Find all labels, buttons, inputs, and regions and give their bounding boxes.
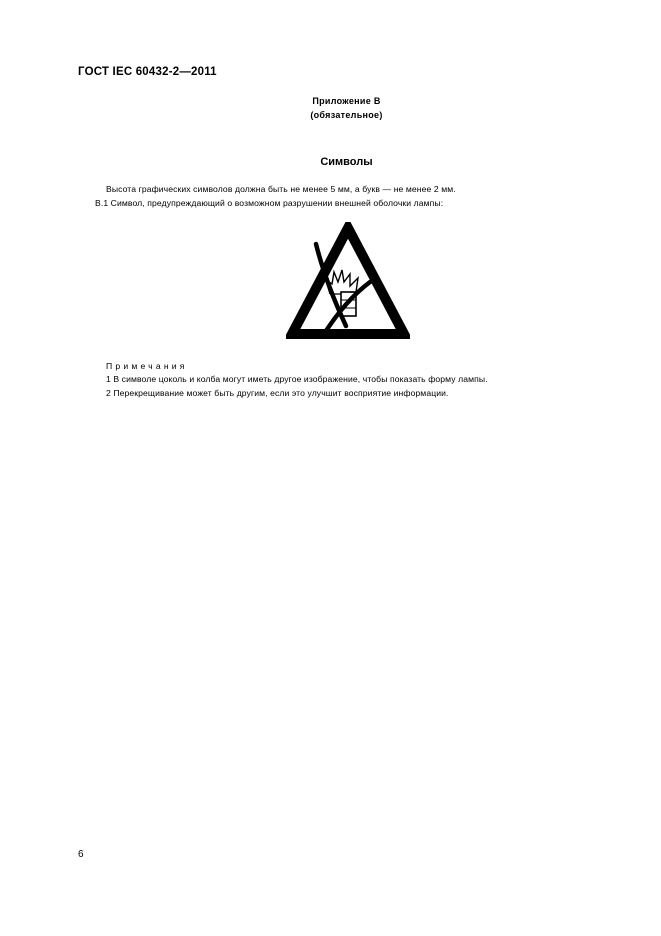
broken-lamp-warning-icon (286, 222, 410, 340)
section-title: Символы (320, 156, 373, 168)
page-number: 6 (78, 849, 84, 860)
notes-heading: Примечания (106, 361, 188, 371)
note-item: 2 Перекрещивание может быть другим, если это улучшит восприятие информации. (106, 388, 449, 398)
annex-title: Приложение В (312, 96, 381, 106)
annex-status: (обязательное) (310, 110, 383, 120)
note-item: 1 В символе цоколь и колба могут иметь другое изображение, чтобы показать форму лампы. (106, 374, 488, 384)
paragraph-b1: В.1 Символ, предупреждающий о возможном разрушении внешней оболочки лампы: (95, 198, 444, 208)
document-header: ГОСТ IEC 60432-2—2011 (78, 66, 217, 78)
paragraph-symbol-size: Высота графических символов должна быть не менее 5 мм, а букв — не менее 2 мм. (106, 184, 456, 194)
